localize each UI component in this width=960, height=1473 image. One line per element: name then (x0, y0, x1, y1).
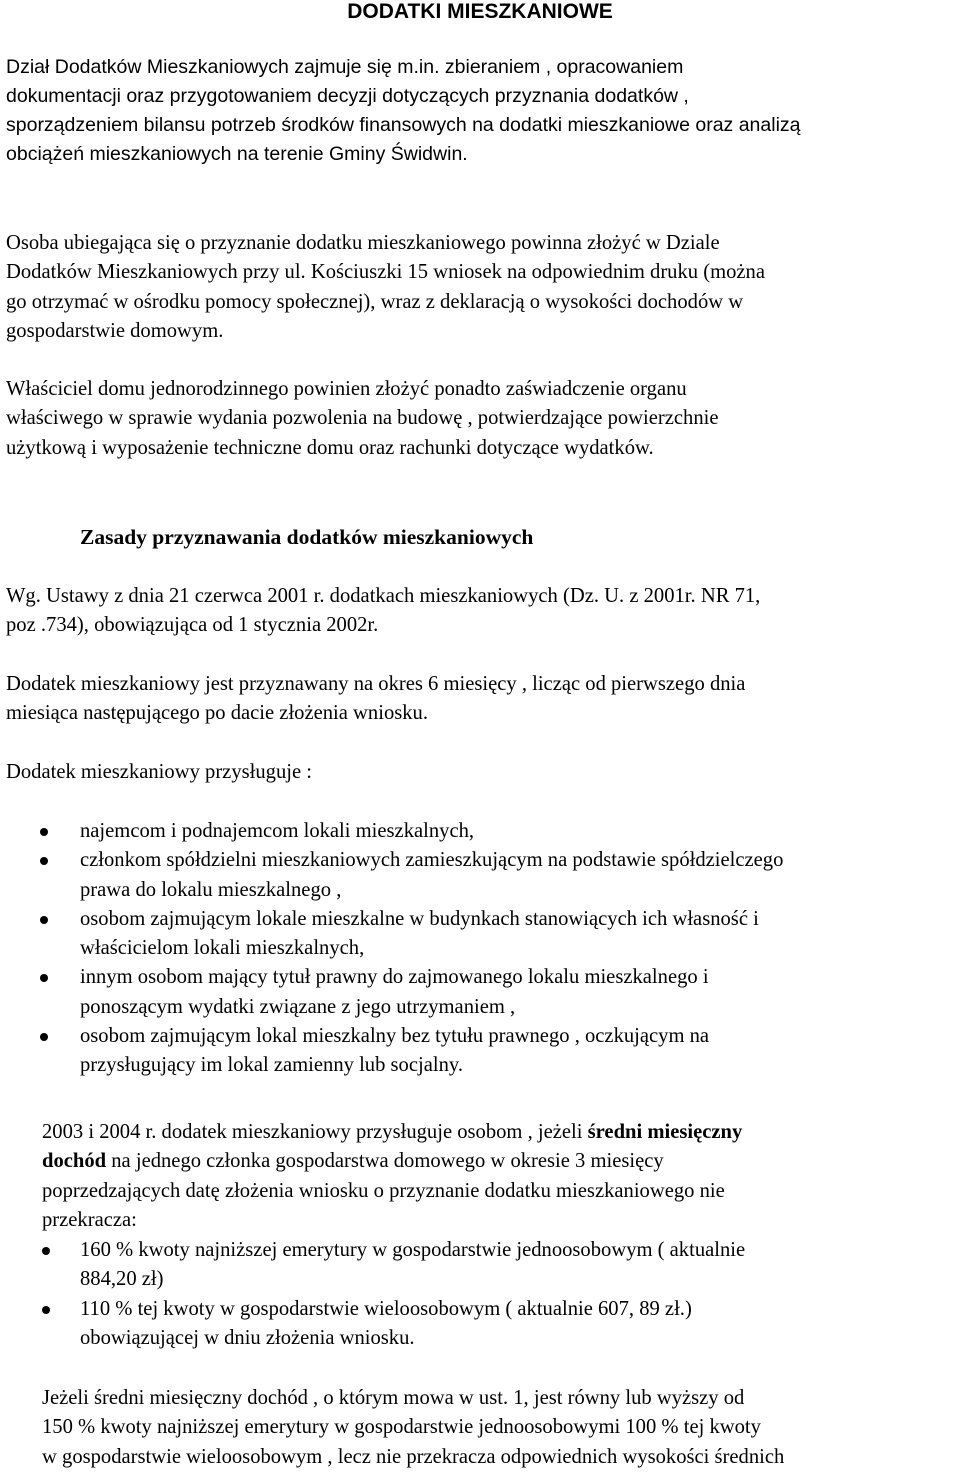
bullet-icon (40, 974, 48, 982)
entitled-list (0, 817, 960, 1081)
list-item-line: osobom zajmującym lokal mieszkalny bez tytułu prawnego , oczkującym na (80, 1025, 710, 1048)
law-line: Wg. Ustawy z dnia 21 czerwca 2001 r. dodatkach mieszkaniowych (Dz. U. z 2001r. NR 71, (6, 585, 761, 607)
law-line: poz .734), obowiązująca od 1 stycznia 2002r. (6, 614, 379, 637)
list-item-line: członkom spółdzielni mieszkaniowych zamieszkującym na podstawie spółdzielczego (80, 849, 784, 872)
list-item-line: 160 % kwoty najniższej emerytury w gospodarstwie jednoosobowym ( aktualnie (80, 1239, 746, 1261)
list-item (0, 905, 960, 964)
period-line: Dodatek mieszkaniowy jest przyznawany na okres 6 miesięcy , licząc od pierwszego dnia (6, 673, 746, 695)
intro-line: dokumentacji oraz przygotowaniem decyzji dotyczących przyznania dodatków , (6, 85, 689, 107)
application-line: Osoba ubiegająca się o przyznanie dodatku mieszkaniowego powinna złożyć w Dziale (6, 232, 720, 254)
income-emphasis: dochód (42, 1150, 107, 1173)
owner-line: właściwego w sprawie wydania pozwolenia na budowę , potwierdzające powierzchnie (6, 407, 719, 430)
list-item-line: prawa do lokalu mieszkalnego , (80, 878, 342, 901)
income-list (42, 1236, 960, 1353)
list-item (42, 1236, 960, 1295)
bullet-icon (40, 1033, 48, 1041)
owner-line: Właściciel domu jednorodzinnego powinien złożyć ponadto zaświadczenie organu (6, 378, 687, 400)
income-text: na jednego członka gospodarstwa domowego w okresie 3 miesięcy (106, 1150, 664, 1173)
bullet-icon (40, 828, 48, 836)
bullet-icon (40, 916, 48, 924)
final-line: w gospodarstwie wieloosobowym , lecz nie przekracza odpowiednich wysokości średnich (42, 1445, 785, 1468)
list-item-line: 110 % tej kwoty w gospodarstwie wieloosobowym ( aktualnie 607, 89 zł.) (80, 1297, 692, 1320)
final-line: 150 % kwoty najniższej emerytury w gospodarstwie jednoosobowymi 100 % tej kwoty (42, 1416, 761, 1439)
income-text: 2003 i 2004 r. dodatek mieszkaniowy przysługuje osobom , jeżeli (42, 1121, 588, 1143)
application-line: go otrzymać w ośrodku pomocy społecznej), wraz z deklaracją o wysokości dochodów w (6, 290, 744, 313)
list-item (0, 963, 960, 1022)
section-heading: Zasady przyznawania dodatków mieszkaniowych (80, 525, 534, 549)
list-item-line: najemcom i podnajemcom lokali mieszkalnych, (80, 820, 475, 842)
document-title: DODATKI MIESZKANIOWE (347, 0, 613, 23)
list-item-line: przysługujący im lokal zamienny lub socjalny. (80, 1054, 463, 1077)
income-line: poprzedzających datę złożenia wniosku o przyznanie dodatku mieszkaniowego nie (42, 1179, 725, 1202)
list-item (0, 817, 960, 846)
list-item-line: osobom zajmującym lokale mieszkalne w budynkach stanowiących ich własność i (80, 907, 759, 930)
application-line: gospodarstwie domowym. (6, 319, 224, 342)
owner-paragraph (6, 375, 719, 463)
application-paragraph (6, 229, 765, 346)
entitled-intro (6, 758, 312, 787)
law-paragraph (6, 582, 760, 641)
income-paragraph (42, 1118, 742, 1235)
income-emphasis: średni miesięczny (587, 1121, 743, 1143)
list-item (42, 1295, 960, 1354)
income-line: przekracza: (42, 1208, 137, 1231)
list-item-line: ponoszącym wydatki związane z jego utrzymaniem , (80, 995, 516, 1018)
list-item (0, 1022, 960, 1081)
intro-paragraph (6, 53, 801, 169)
list-item (0, 846, 960, 905)
intro-line: Dział Dodatków Mieszkaniowych zajmuje się m.in. zbieraniem , opracowaniem (6, 56, 684, 78)
bullet-icon (40, 857, 48, 865)
list-item-line: innym osobom mający tytuł prawny do zajmowanego lokalu mieszkalnego i (80, 966, 709, 989)
income-line (42, 1147, 742, 1176)
intro-line: obciążeń mieszkaniowych na terenie Gminy Świdwin. (6, 143, 468, 165)
bullet-icon (42, 1306, 50, 1314)
final-line: Jeżeli średni miesięczny dochód , o którym mowa w ust. 1, jest równy lub wyższy od (42, 1387, 745, 1409)
intro-line: sporządzeniem bilansu potrzeb środków finansowych na dodatki mieszkaniowe oraz analizą (6, 114, 801, 136)
entitled-intro-text: Dodatek mieszkaniowy przysługuje : (6, 761, 312, 783)
list-item-line: obowiązującej w dniu złożenia wniosku. (80, 1326, 415, 1349)
application-line: Dodatków Mieszkaniowych przy ul. Kościuszki 15 wniosek na odpowiednim druku (można (6, 261, 765, 284)
period-paragraph (6, 670, 745, 729)
final-paragraph (42, 1384, 784, 1472)
period-line: miesiąca następującego po dacie złożenia wniosku. (6, 702, 429, 725)
income-line (42, 1118, 742, 1147)
list-item-line: 884,20 zł) (80, 1268, 164, 1291)
bullet-icon (42, 1247, 50, 1255)
owner-line: użytkową i wyposażenie techniczne domu oraz rachunki dotyczące wydatków. (6, 436, 654, 459)
list-item-line: właścicielom lokali mieszkalnych, (80, 937, 365, 960)
